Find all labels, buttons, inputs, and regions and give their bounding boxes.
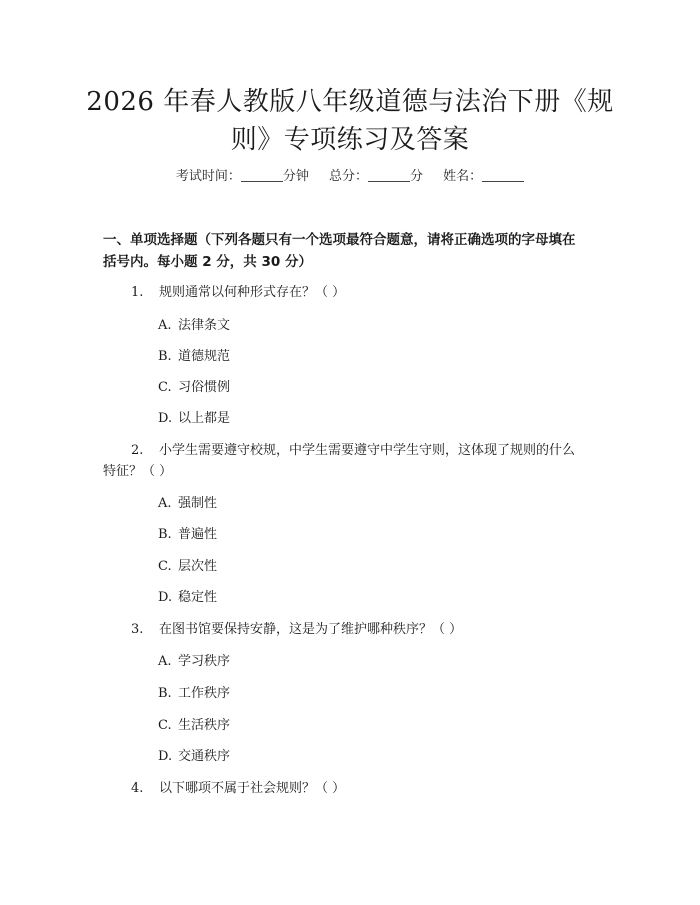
question-number: 3. <box>131 622 144 637</box>
question-2 <box>131 440 575 462</box>
exam-time-field <box>176 169 313 184</box>
option-letter: A. <box>158 496 172 511</box>
question-4 <box>131 778 345 800</box>
section-heading-line-2: 括号内。每小题 2 分，共 30 分） <box>103 254 312 270</box>
option-text: 交通秩序 <box>178 749 231 764</box>
option-letter: B. <box>158 686 172 701</box>
question-2-option-b[interactable] <box>158 524 217 546</box>
option-letter: D. <box>158 590 173 605</box>
exam-info-row <box>0 166 700 188</box>
option-text: 层次性 <box>178 559 218 574</box>
question-3-option-a[interactable] <box>158 651 230 673</box>
option-text: 法律条文 <box>178 318 231 333</box>
question-3-option-b[interactable] <box>158 683 230 705</box>
total-score-unit: 分 <box>410 169 424 184</box>
option-letter: C. <box>158 559 172 574</box>
question-3 <box>131 619 462 641</box>
question-2-option-a[interactable] <box>158 493 217 515</box>
option-letter: A. <box>158 654 172 669</box>
question-3-option-c[interactable] <box>158 715 230 737</box>
section-heading-line-1: 一、单项选择题（下列各题只有一个选项最符合题意，请将正确选项的字母填在 <box>103 232 576 248</box>
total-score-label: 总分： <box>328 169 368 184</box>
question-2-continuation: 特征？（ ） <box>103 464 173 479</box>
student-name-field <box>443 169 524 184</box>
exam-time-unit: 分钟 <box>282 169 309 184</box>
option-text: 普遍性 <box>178 527 218 542</box>
question-3-option-d[interactable] <box>158 746 230 768</box>
question-1 <box>131 282 345 304</box>
option-text: 学习秩序 <box>178 654 231 669</box>
option-letter: D. <box>158 411 173 426</box>
option-text: 稳定性 <box>178 590 218 605</box>
exam-time-blank[interactable] <box>241 167 283 182</box>
question-text: 规则通常以何种形式存在？（ ） <box>159 285 346 300</box>
question-1-option-b[interactable] <box>158 346 230 368</box>
question-1-option-c[interactable] <box>158 377 230 399</box>
student-name-label: 姓名： <box>443 169 483 184</box>
total-score-blank[interactable] <box>368 167 410 182</box>
document-title-line-1: 2026 年春人教版八年级道德与法治下册《规 <box>86 87 614 117</box>
option-text: 强制性 <box>178 496 218 511</box>
option-letter: A. <box>158 318 172 333</box>
document-title-line-2: 则》专项练习及答案 <box>230 125 470 155</box>
question-number: 2. <box>131 443 144 458</box>
option-letter: B. <box>158 349 172 364</box>
student-name-blank[interactable] <box>482 167 524 182</box>
option-letter: C. <box>158 380 172 395</box>
option-text: 生活秩序 <box>178 718 231 733</box>
question-text: 以下哪项不属于社会规则？（ ） <box>159 781 346 796</box>
question-1-option-a[interactable] <box>158 315 230 337</box>
option-text: 以上都是 <box>178 411 231 426</box>
question-2-option-c[interactable] <box>158 556 217 578</box>
option-letter: D. <box>158 749 173 764</box>
option-text: 工作秩序 <box>178 686 231 701</box>
total-score-field <box>329 169 427 184</box>
question-1-option-d[interactable] <box>158 408 230 430</box>
exam-time-label: 考试时间： <box>175 169 241 184</box>
option-text: 道德规范 <box>178 349 231 364</box>
question-text: 在图书馆要保持安静，这是为了维护哪种秩序？（ ） <box>159 622 463 637</box>
question-number: 1. <box>131 285 144 300</box>
question-text: 小学生需要遵守校规，中学生需要遵守中学生守则，这体现了规则的什么 <box>159 443 576 458</box>
option-text: 习俗惯例 <box>178 380 231 395</box>
option-letter: C. <box>158 718 172 733</box>
question-number: 4. <box>131 781 144 796</box>
question-2-option-d[interactable] <box>158 587 217 609</box>
option-letter: B. <box>158 527 172 542</box>
